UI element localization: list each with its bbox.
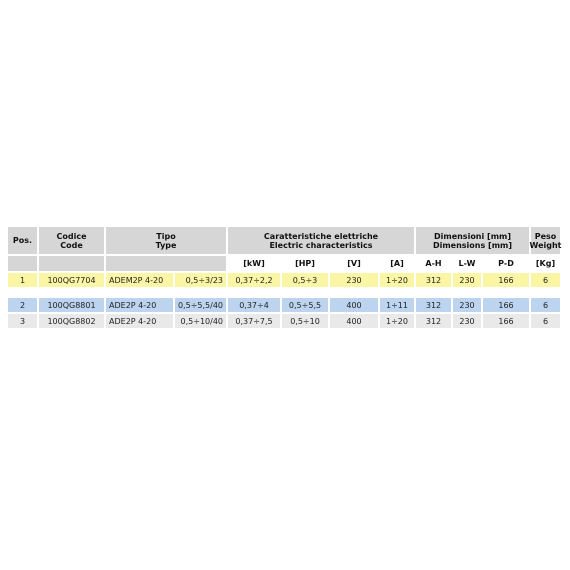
subheader-pos-blank: [8, 256, 39, 273]
subheader-v: [V]: [330, 256, 380, 273]
header-row: [8, 227, 560, 256]
header-weight-en: Weight: [529, 240, 562, 250]
cell-code: 100QG8801: [39, 298, 106, 314]
cell-lw: 230: [453, 314, 483, 330]
cell-pos: 2: [8, 298, 39, 314]
cell-ah: 312: [416, 314, 453, 330]
cell-code: 100QG8802: [39, 314, 106, 330]
cell-pd: 166: [483, 314, 531, 330]
table-row: [8, 298, 560, 314]
cell-ah: 312: [416, 273, 453, 289]
header-pos: Pos.: [8, 227, 39, 256]
cell-v: 230: [330, 273, 380, 289]
product-table: [8, 227, 560, 330]
row-gap: [8, 289, 560, 298]
subheader-kg: [Kg]: [531, 256, 560, 273]
cell-range: 0,5÷10/40: [175, 314, 228, 330]
header-dimensions: [416, 227, 531, 256]
subheader-lw: L-W: [453, 256, 483, 273]
header-weight-it: Peso: [534, 231, 557, 241]
table-row: [8, 314, 560, 330]
cell-model: ADEM2P 4-20: [106, 273, 175, 289]
cell-v: 400: [330, 298, 380, 314]
cell-pos: 1: [8, 273, 39, 289]
cell-v: 400: [330, 314, 380, 330]
header-electric-en: Electric characteristics: [269, 240, 373, 250]
cell-ah: 312: [416, 298, 453, 314]
cell-hp: 0,5÷5,5: [282, 298, 330, 314]
cell-pd: 166: [483, 298, 531, 314]
cell-kg: 6: [531, 298, 560, 314]
header-type-en: Type: [155, 240, 177, 250]
cell-range: 0,5÷5,5/40: [175, 298, 228, 314]
cell-lw: 230: [453, 298, 483, 314]
cell-hp: 0,5÷10: [282, 314, 330, 330]
cell-range: 0,5÷3/23: [175, 273, 228, 289]
header-code-it: Codice: [56, 231, 87, 241]
cell-kw: 0,37÷4: [228, 298, 282, 314]
subheader-row: [8, 256, 560, 273]
cell-lw: 230: [453, 273, 483, 289]
header-electric: [228, 227, 416, 256]
header-dimensions-en: Dimensions [mm]: [432, 240, 513, 250]
cell-hp: 0,5÷3: [282, 273, 330, 289]
cell-kw: 0,37÷7,5: [228, 314, 282, 330]
header-type: [106, 227, 228, 256]
cell-model: ADE2P 4-20: [106, 298, 175, 314]
subheader-a: [A]: [380, 256, 416, 273]
cell-a: 1÷20: [380, 273, 416, 289]
subheader-kw: [kW]: [228, 256, 282, 273]
cell-pos: 3: [8, 314, 39, 330]
header-type-it: Tipo: [156, 231, 176, 241]
subheader-code-blank: [39, 256, 106, 273]
header-code-en: Code: [60, 240, 83, 250]
subheader-hp: [HP]: [282, 256, 330, 273]
cell-pd: 166: [483, 273, 531, 289]
subheader-type-blank: [106, 256, 228, 273]
cell-code: 100QG7704: [39, 273, 106, 289]
header-dimensions-it: Dimensioni [mm]: [433, 231, 512, 241]
cell-kg: 6: [531, 314, 560, 330]
subheader-pd: P-D: [483, 256, 531, 273]
cell-model: ADE2P 4-20: [106, 314, 175, 330]
cell-kg: 6: [531, 273, 560, 289]
subheader-ah: A-H: [416, 256, 453, 273]
table-row: [8, 273, 560, 289]
header-electric-it: Caratteristiche elettriche: [263, 231, 379, 241]
cell-kw: 0,37÷2,2: [228, 273, 282, 289]
header-weight: [531, 227, 560, 256]
cell-a: 1÷20: [380, 314, 416, 330]
cell-a: 1÷11: [380, 298, 416, 314]
header-code: [39, 227, 106, 256]
